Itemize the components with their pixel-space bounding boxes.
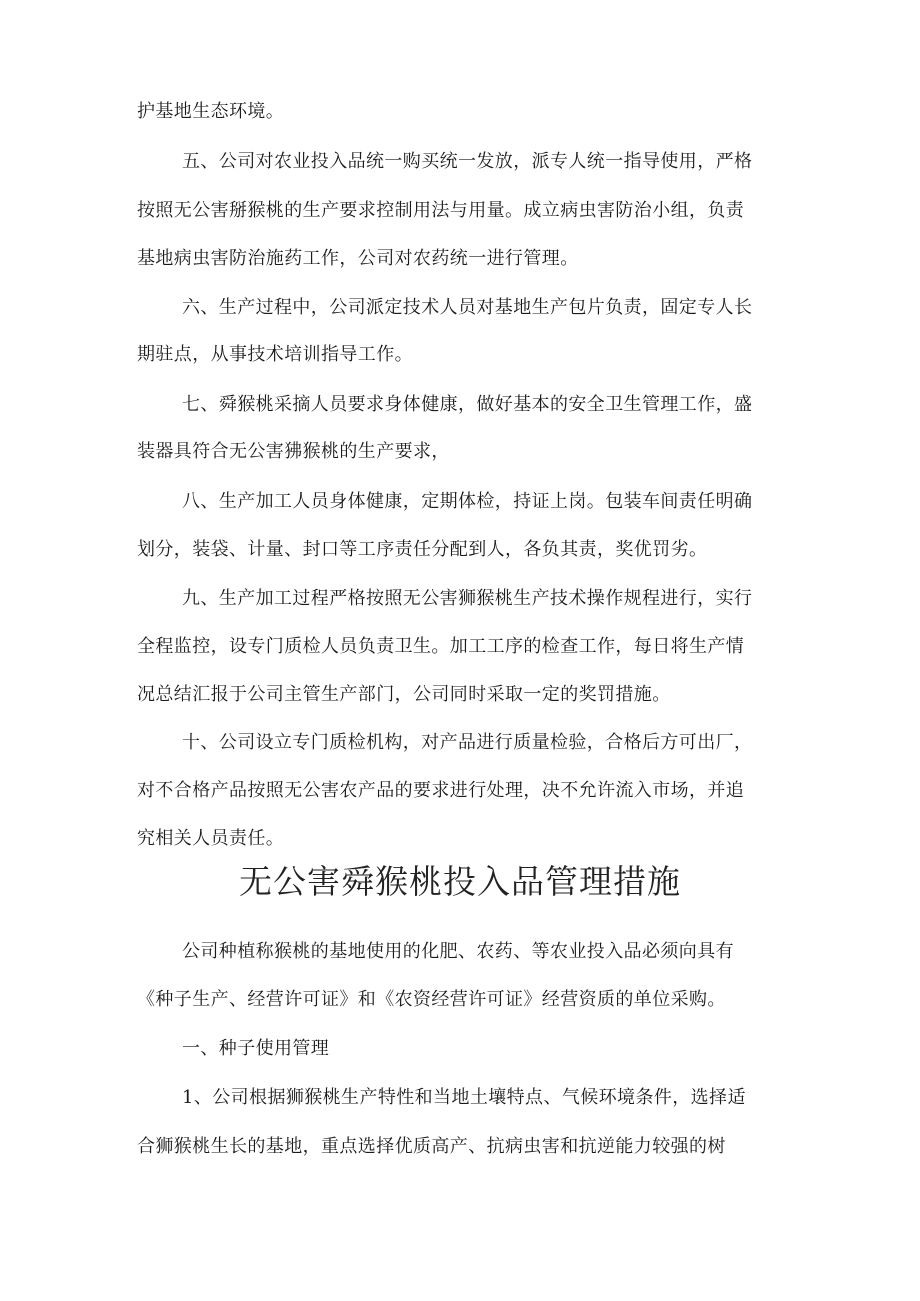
paragraph-8-line-2: 划分，装袋、计量、封口等工序责任分配到人，各负其责，奖优罚劣。	[137, 539, 708, 560]
paragraph-continuation-line: 护基地生态环境。	[137, 101, 285, 122]
item-1-line-1: 1、公司根据狮猴桃生产特性和当地土壤特点、气候环境条件，选择适	[182, 1087, 746, 1108]
paragraph-7-line-1: 七、舜猴桃采摘人员要求身体健康，做好基本的安全卫生管理工作，盛	[182, 394, 753, 415]
paragraph-6-line-2: 期驻点，从事技术培训指导工作。	[137, 344, 413, 365]
paragraph-5-line-3: 基地病虫害防治施药工作，公司对农药统一进行管理。	[137, 248, 579, 269]
paragraph-10-line-1: 十、公司设立专门质检机构，对产品进行质量检验，合格后方可出厂，	[182, 732, 753, 753]
paragraph-7-line-2: 装器具符合无公害狒猴桃的生产要求，	[137, 441, 450, 462]
paragraph-9-line-2: 全程监控，设专门质检人员负责卫生。加工工序的检查工作，每日将生产情	[137, 636, 745, 657]
paragraph-8-line-1: 八、生产加工人员身体健康，定期体检，持证上岗。包装车间责任明确	[182, 491, 753, 512]
paragraph-5-line-2: 按照无公害掰猴桃的生产要求控制用法与用量。成立病虫害防治小组，负责	[137, 200, 745, 221]
paragraph-5-line-1: 五、公司对农业投入品统一购买统一发放，派专人统一指导使用，严格	[182, 151, 753, 172]
paragraph-10-line-3: 究相关人员责任。	[137, 828, 285, 849]
subheading-seed-management: 一、种子使用管理	[182, 1038, 330, 1059]
paragraph-9-line-1: 九、生产加工过程严格按照无公害狮猴桃生产技术操作规程进行，实行	[182, 588, 753, 609]
section-title: 无公害舜猴桃投入品管理措施	[239, 862, 681, 901]
intro-line-2: 《种子生产、经营许可证》和《农资经营许可证》经营资质的单位采购。	[137, 989, 726, 1010]
paragraph-10-line-2: 对不合格产品按照无公害农产品的要求进行处理，决不允许流入市场，并追	[137, 780, 745, 801]
item-1-line-2: 合狮猴桃生长的基地，重点选择优质高产、抗病虫害和抗逆能力较强的树	[137, 1136, 726, 1157]
paragraph-9-line-3: 况总结汇报于公司主管生产部门，公司同时采取一定的奖罚措施。	[137, 684, 671, 705]
paragraph-6-line-1: 六、生产过程中，公司派定技术人员对基地生产包片负责，固定专人长	[182, 297, 753, 318]
intro-line-1: 公司种植称猴桃的基地使用的化肥、农药、等农业投入品必须向具有	[182, 941, 734, 962]
